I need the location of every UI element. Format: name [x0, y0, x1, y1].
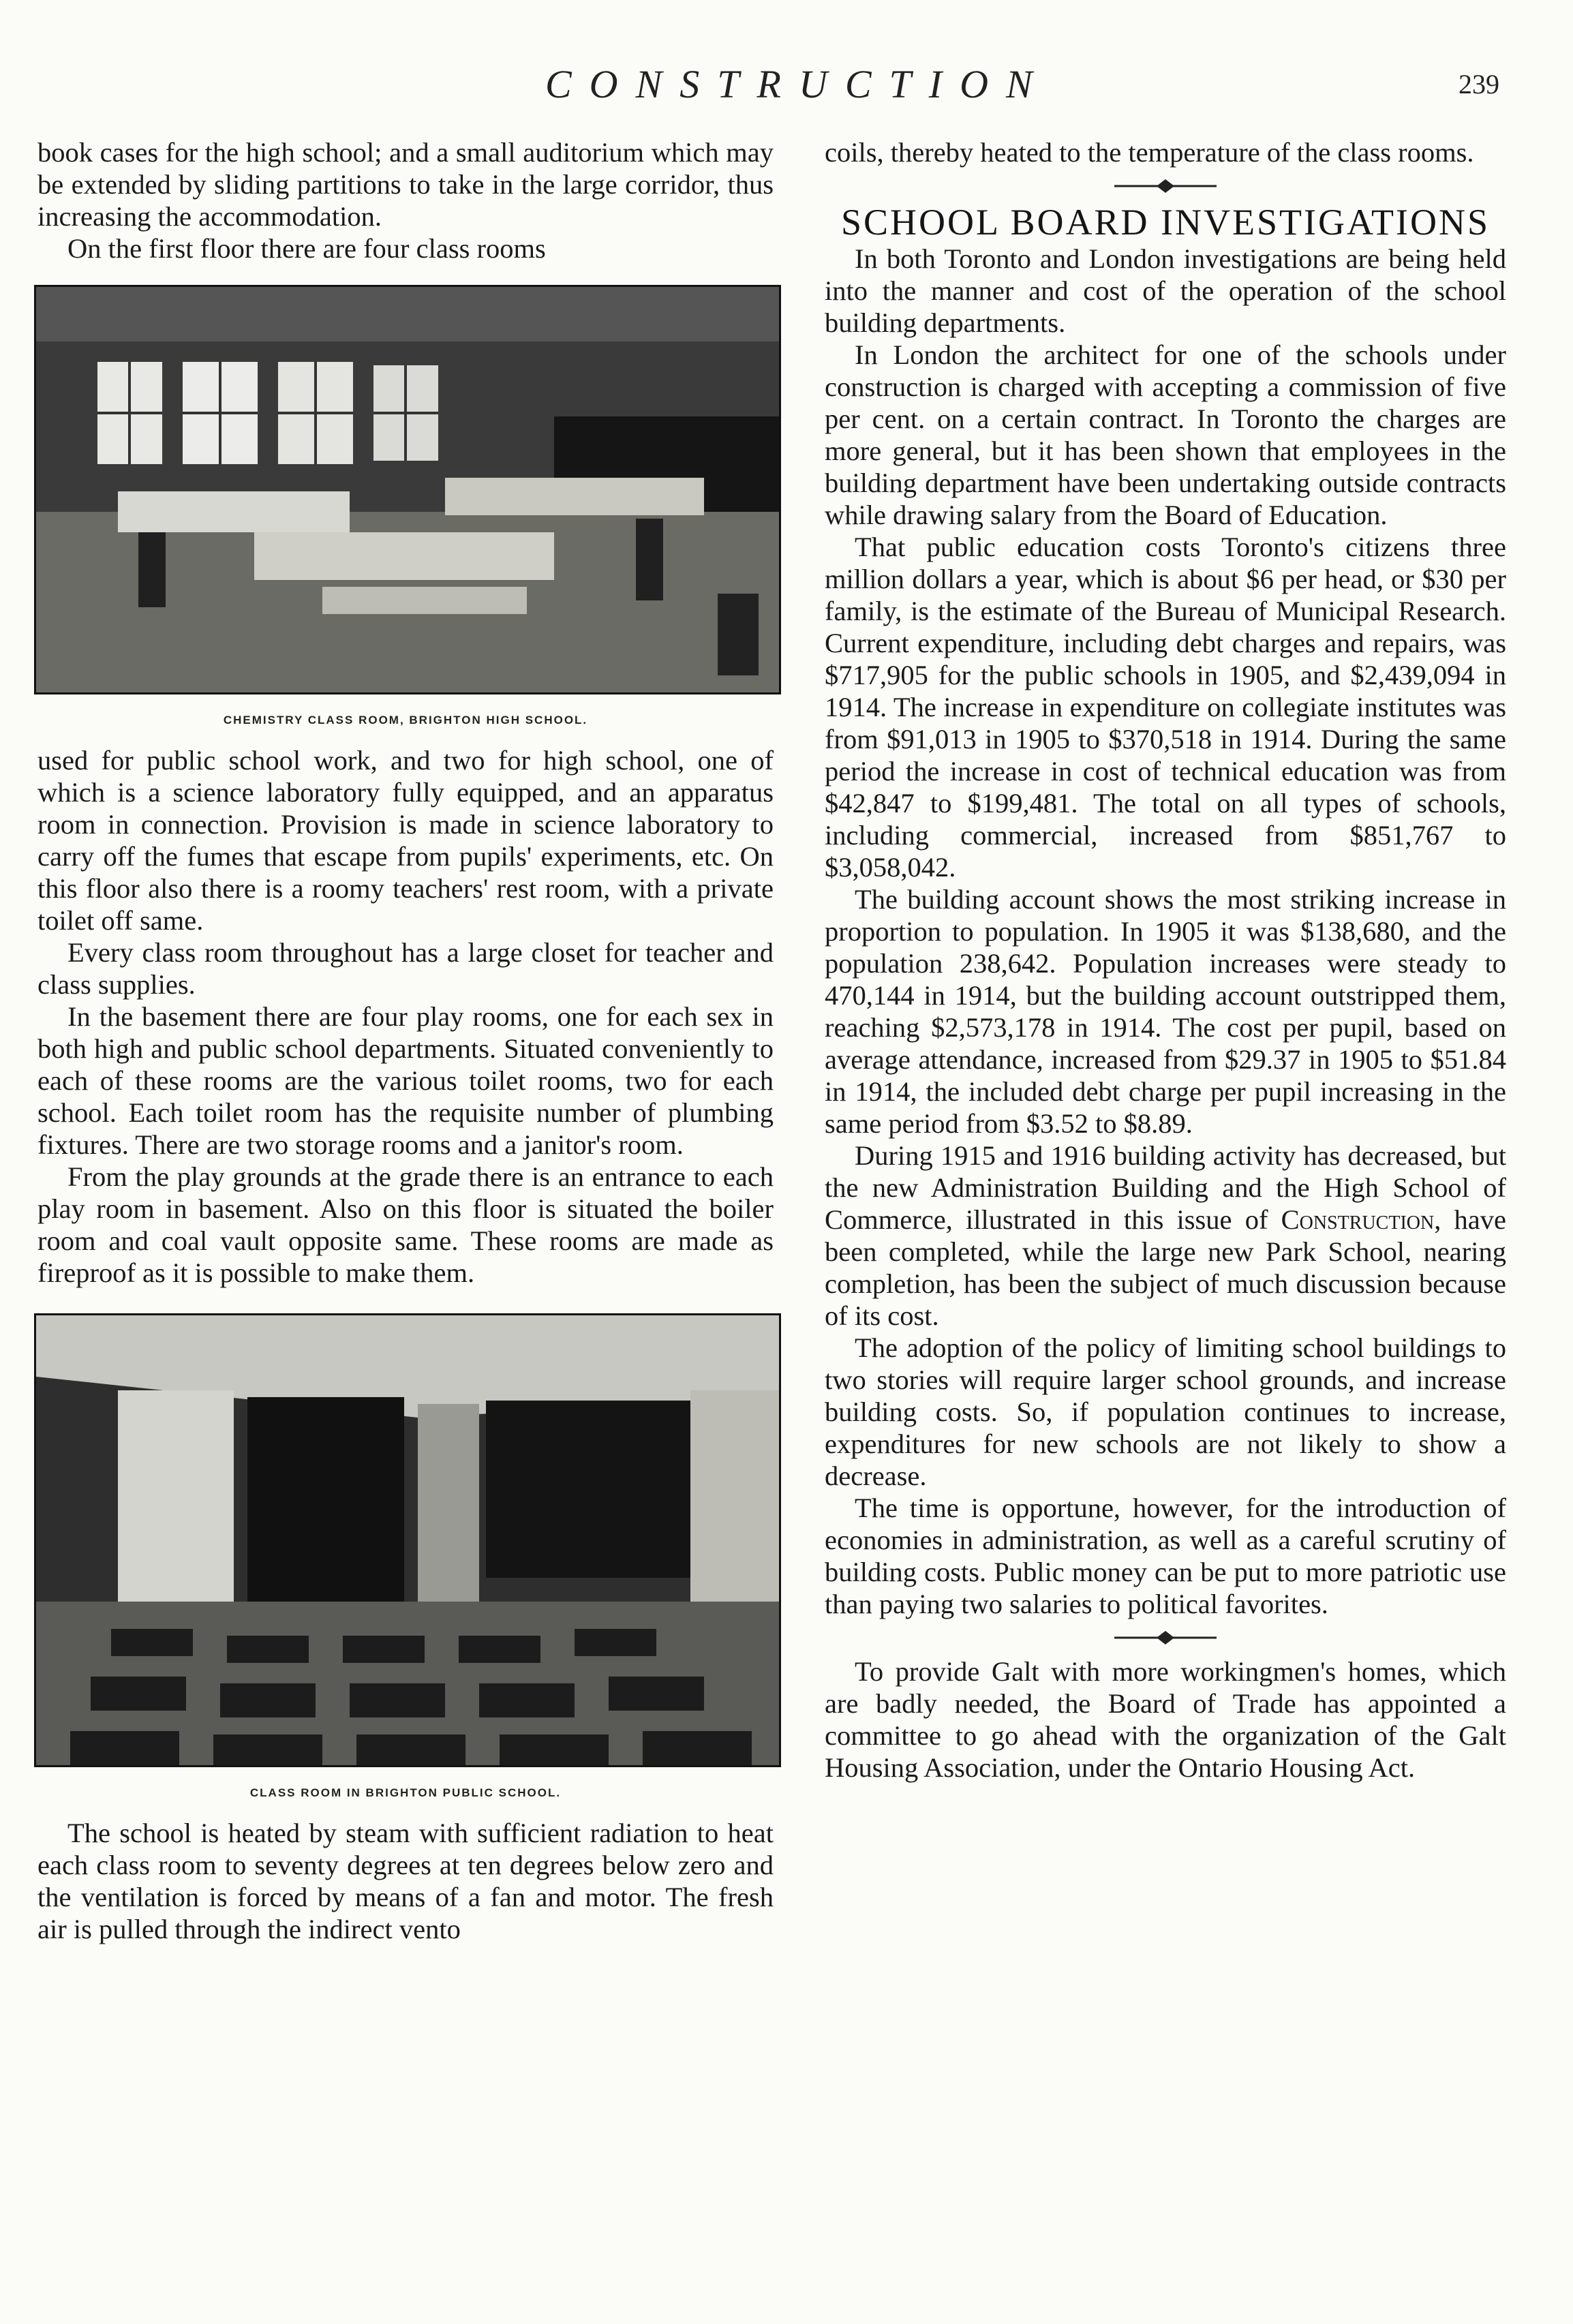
paragraph-text: During 1915 and 1916 building activity has decreased, but the new Administration Building and the High School of Commerce, illustrated in this issue of [825, 1140, 1506, 1235]
ornamental-divider [825, 1620, 1506, 1655]
paragraph: The building account shows the most striking increase in proportion to population. In 1905 it was $138,680, and the population 238,642. Population increases were steady to 470,144 in 1914, but the building account outstripped them, reaching $2,573,178 in 1914. The cost per pupil, based on average attendance, increased from $29.37 in 1905 to $51.84 in 1914, the included debt charge per pupil increasing in the same period from $3.52 to $8.89. [825, 884, 1506, 1139]
paragraph: used for public school work, and two for high school, one of which is a science laboratory fully equipped, and an apparatus room in connection. Provision is made in science laboratory to carry off the fumes that escape from pupils' experiments, etc. On this floor also there is a roomy teachers' rest room, with a private toilet off same. [37, 745, 774, 936]
paragraph: In London the architect for one of the schools under construction is charged with accepting a commission of five per cent. on a certain contract. In Toronto the charges are more general, but it has been shown that employees in the building department have been undertaking outside contracts while drawing salary from the Board of Education. [825, 339, 1506, 530]
paragraph: On the first floor there are four class rooms [67, 233, 546, 264]
paragraph: The time is opportune, however, for the introduction of economies in administration, as well as a careful scrutiny of building costs. Public money can be put to more patriotic use than paying two salaries to political favorites. [825, 1493, 1506, 1619]
right-column [825, 136, 1506, 1784]
page-number: 239 [1459, 69, 1499, 100]
paragraph: The adoption of the policy of limiting school buildings to two stories will require larger school grounds, and increase building costs. So, if population continues to increase, expenditures for new schools are not likely to show a decrease. [825, 1332, 1506, 1491]
paragraph: book cases for the high school; and a small auditorium which may be extended by sliding partitions to take in the large corridor, thus increasing the accommodation. [37, 137, 774, 232]
paragraph: In both Toronto and London investigations are being held into the manner and cost of the operation of the school building departments. [825, 243, 1506, 338]
running-head [0, 61, 1573, 116]
photo-caption: CLASS ROOM IN BRIGHTON PUBLIC SCHOOL. [249, 1786, 562, 1799]
magazine-name: Construction [1281, 1204, 1435, 1235]
paragraph: coils, thereby heated to the temperature of the class rooms. [825, 137, 1474, 168]
paragraph-text: , have been completed, while the large new Park School, nearing completion, has been the subject of much discussion because of its cost. [825, 1204, 1506, 1331]
paragraph: To provide Galt with more workingmen's homes, which are badly needed, the Board of Trade has appointed a committee to go ahead with the organization of the Galt Housing Association, under the Ontario Housing Act. [825, 1656, 1506, 1783]
journal-title: CONSTRUCTION [545, 62, 1050, 106]
paragraph: The school is heated by steam with sufficient radiation to heat each class room to seventy degrees at ten degrees below zero and the ventilation is forced by means of a fan and motor. The fresh air is pulled through the indirect vento [37, 1818, 774, 1944]
photo-caption: CHEMISTRY CLASS ROOM, BRIGHTON HIGH SCHOOL. [223, 714, 588, 727]
paragraph: In the basement there are four play rooms, one for each sex in both high and public school departments. Situated conveniently to each of these rooms are the various toilet rooms, two for each school. Each toilet room has the requisite number of plumbing fixtures. There are two storage rooms and a janitor's room. [37, 1001, 774, 1160]
public-school-classroom-photo [34, 1313, 781, 1767]
paragraph [825, 1140, 1506, 1332]
section-heading: SCHOOL BOARD INVESTIGATIONS [840, 202, 1490, 243]
chemistry-classroom-photo [34, 285, 781, 694]
paragraph: Every class room throughout has a large closet for teacher and class supplies. [37, 937, 774, 1000]
paragraph: From the play grounds at the grade there is an entrance to each play room in basement. Also on this floor is situated the boiler room and coal vault opposite same. These rooms are made as fireproof as it is possible to make them. [37, 1161, 774, 1288]
ornamental-divider [825, 168, 1506, 204]
paragraph: That public education costs Toronto's citizens three million dollars a year, which is about $6 per head, or $30 per family, is the estimate of the Bureau of Municipal Research. Current expenditure, including debt charges and repairs, was $717,905 for the public schools in 1905, and $2,439,094 in 1914. The increase in expenditure on collegiate institutes was from $91,013 in 1905 to $370,518 in 1914. During the same period the increase in cost of technical education was from $42,847 to $199,481. The total on all types of schools, including commercial, increased from $851,767 to $3,058,042. [825, 532, 1506, 883]
left-column [37, 136, 774, 1945]
